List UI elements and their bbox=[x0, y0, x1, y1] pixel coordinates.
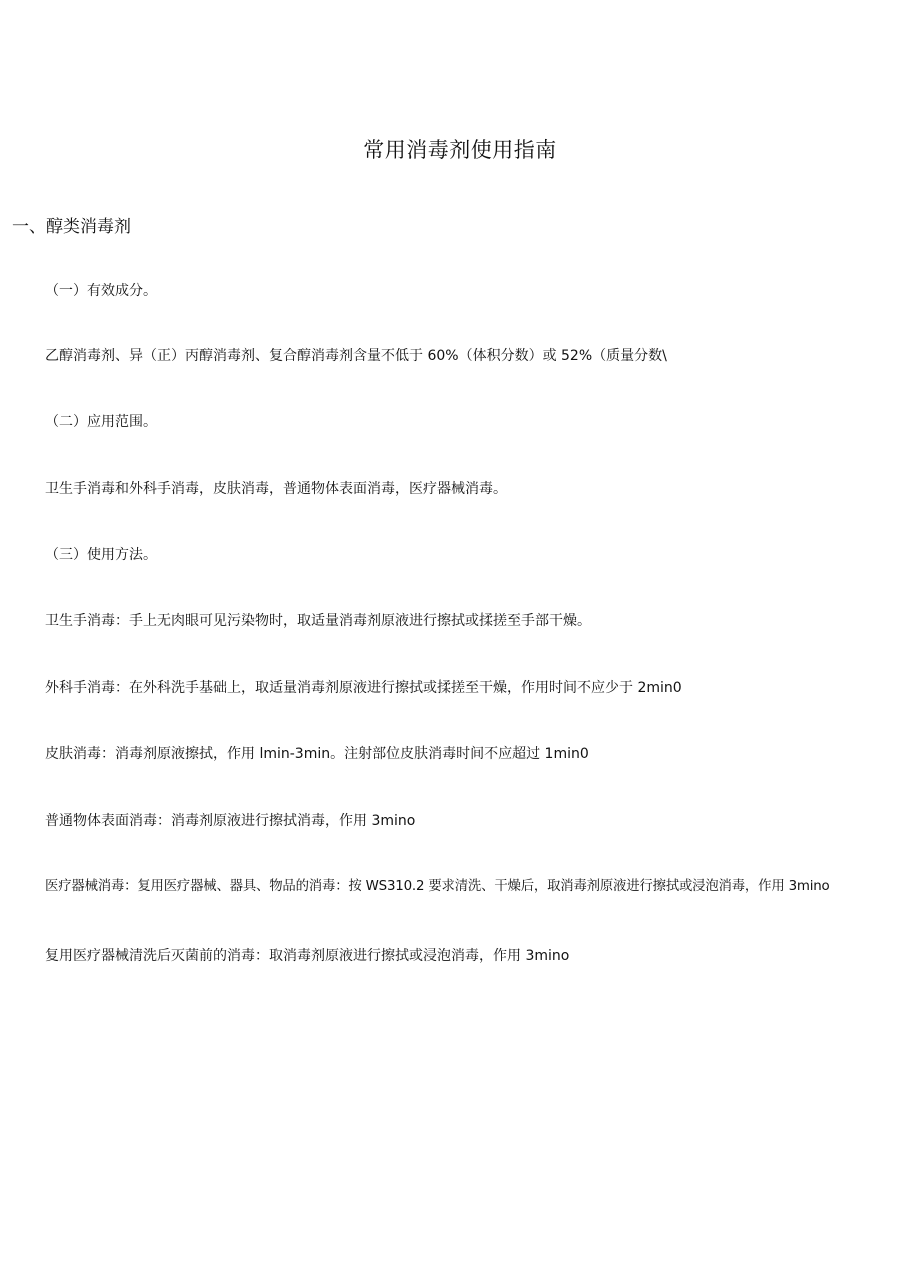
paragraph-hand-hygiene: 卫生手消毒：手上无肉眼可见污染物时，取适量消毒剂原液进行擦拭或揉搓至手部干燥。 bbox=[45, 613, 591, 629]
paragraph-presterilization: 复用医疗器械清洗后灭菌前的消毒：取消毒剂原液进行擦拭或浸泡消毒，作用 3mino bbox=[45, 948, 570, 964]
paragraph-medical-device: 医疗器械消毒：复用医疗器械、器具、物品的消毒：按 WS310.2 要求清洗、干燥后，取消毒剂原液进行擦拭或浸泡消毒，作用 3mino bbox=[45, 879, 830, 894]
subheading-usage: （三）使用方法。 bbox=[45, 547, 157, 563]
paragraph-surgical-hand: 外科手消毒：在外科洗手基础上，取适量消毒剂原液进行擦拭或揉搓至干燥，作用时间不应少于 2min0 bbox=[45, 680, 682, 696]
paragraph-surface: 普通物体表面消毒：消毒剂原液进行擦拭消毒，作用 3mino bbox=[45, 813, 416, 829]
paragraph-content: 乙醇消毒剂、异（正）丙醇消毒剂、复合醇消毒剂含量不低于 60%（体积分数）或 52%（质量分数\ bbox=[45, 348, 667, 364]
section-heading: 一、醇类消毒剂 bbox=[12, 217, 131, 237]
document-title: 常用消毒剂使用指南 bbox=[363, 138, 557, 162]
paragraph-skin: 皮肤消毒：消毒剂原液擦拭，作用 lmin-3min。注射部位皮肤消毒时间不应超过 1min0 bbox=[45, 746, 589, 762]
paragraph-scope: 卫生手消毒和外科手消毒，皮肤消毒，普通物体表面消毒，医疗器械消毒。 bbox=[45, 481, 507, 497]
subheading-active-ingredient: （一）有效成分。 bbox=[45, 283, 157, 299]
subheading-scope: （二）应用范围。 bbox=[45, 414, 157, 430]
